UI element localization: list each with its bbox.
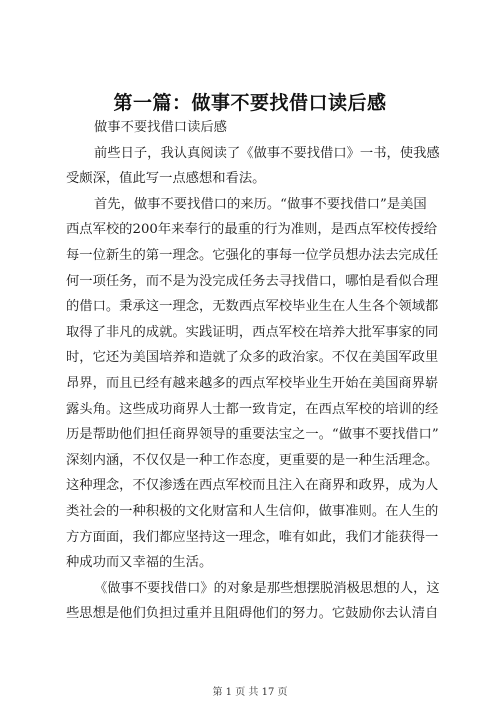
text-line: 每一位新生的第一理念。它强化的事每一位学员想办法去完成任 — [66, 247, 439, 263]
text-line: 历是帮助他们担任商界领导的重要法宝之一。“做事不要找借口” — [66, 427, 439, 443]
text-line: 这种理念，不仅渗透在西点军校而且注入在商界和政界，成为人 — [66, 478, 439, 494]
document-title: 第一篇：做事不要找借口读后感 — [113, 92, 387, 114]
text-line: 何一项任务，而不是为没完成任务去寻找借口，哪怕是看似合理 — [66, 273, 439, 289]
text-line: 西点军校的200年来奉行的最重的行为准则，是西点军校传授给 — [66, 222, 438, 238]
text-line: 类社会的一种积极的文化财富和人生信仰，做事准则。在人生的 — [66, 503, 439, 519]
page-number-label: 第 1 页 共 17 页 — [212, 687, 288, 698]
text-line: 首先，做事不要找借口的来历。“做事不要找借口”是美国 — [94, 196, 427, 212]
text-line: 的借口。秉承这一理念，无数西点军校毕业生在人生各个领域都 — [66, 299, 439, 315]
text-line: 取得了非凡的成就。实践证明，西点军校在培养大批军事家的同 — [66, 324, 439, 340]
text-line: 《做事不要找借口》的对象是那些想摆脱消极思想的人，这 — [94, 580, 440, 596]
text-line: 种成功而又幸福的生活。 — [66, 555, 213, 571]
text-line: 些思想是他们负担过重并且阻碍他们的努力。它鼓励你去认清自 — [66, 606, 439, 622]
text-line: 受颇深，值此写一点感想和看法。 — [66, 171, 266, 187]
document-body — [66, 115, 442, 627]
text-line: 昂界，而且已经有越来越多的西点军校毕业生开始在美国商界崭 — [66, 375, 439, 391]
text-line: 时，它还为美国培养和造就了众多的政治家。不仅在美国军政里 — [66, 350, 439, 366]
text-line: 方方面面，我们都应坚持这一理念，唯有如此，我们才能获得一 — [66, 529, 439, 545]
page-footer — [0, 683, 500, 698]
text-line: 做事不要找借口读后感 — [94, 120, 227, 135]
text-line: 露头角。这些成功商界人士都一致肯定，在西点军校的培训的经 — [66, 401, 439, 417]
text-line: 前些日子，我认真阅读了《做事不要找借口》一书，使我感 — [94, 145, 440, 161]
text-line: 深刻内涵，不仅仅是一种工作态度，更重要的是一种生活理念。 — [66, 452, 439, 468]
